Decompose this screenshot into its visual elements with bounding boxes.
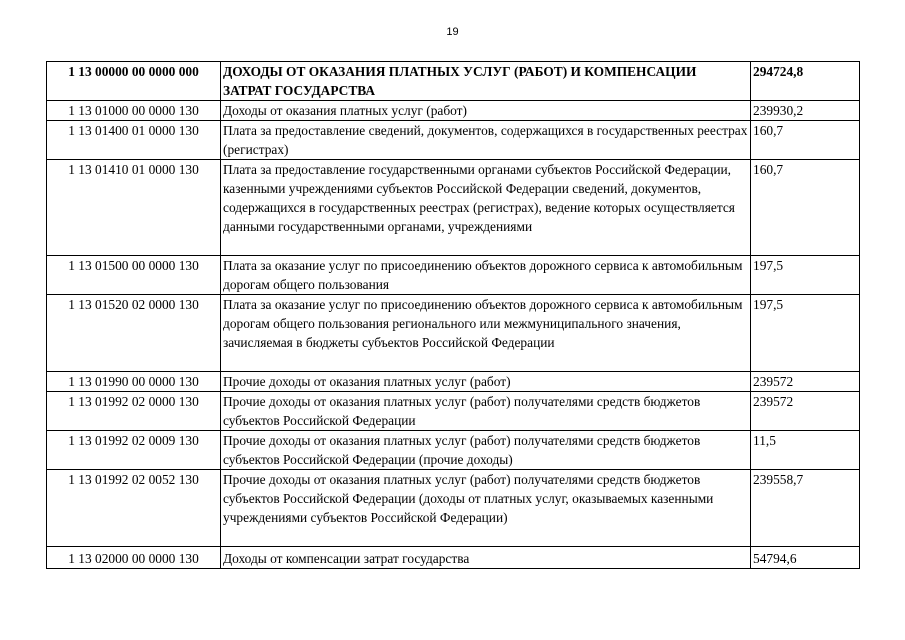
row-code: 1 13 00000 00 0000 000 bbox=[47, 62, 221, 101]
row-description: Плата за предоставление сведений, документов, содержащихся в государственных реестрах (регистрах) bbox=[221, 121, 751, 160]
row-code: 1 13 01400 01 0000 130 bbox=[47, 121, 221, 160]
table-row bbox=[47, 160, 860, 256]
row-code: 1 13 01992 02 0009 130 bbox=[47, 431, 221, 470]
row-code: 1 13 01992 02 0052 130 bbox=[47, 470, 221, 547]
row-description: Прочие доходы от оказания платных услуг (работ) получателями средств бюджетов субъектов Российской Федерации (доходы от платных услуг, оказываемых казенными учреждениями субъектов Российской Федерации) bbox=[221, 470, 751, 547]
row-amount: 239558,7 bbox=[751, 470, 860, 547]
row-code: 1 13 01500 00 0000 130 bbox=[47, 256, 221, 295]
row-amount: 239572 bbox=[751, 372, 860, 392]
page-number: 19 bbox=[446, 26, 459, 38]
row-description: Прочие доходы от оказания платных услуг (работ) bbox=[221, 372, 751, 392]
table-row bbox=[47, 256, 860, 295]
row-description: Доходы от компенсации затрат государства bbox=[221, 547, 751, 569]
table-row bbox=[47, 392, 860, 431]
row-code: 1 13 01520 02 0000 130 bbox=[47, 295, 221, 372]
table-row bbox=[47, 121, 860, 160]
row-amount: 239930,2 bbox=[751, 101, 860, 121]
row-description: ДОХОДЫ ОТ ОКАЗАНИЯ ПЛАТНЫХ УСЛУГ (РАБОТ) И КОМПЕНСАЦИИ ЗАТРАТ ГОСУДАРСТВА bbox=[221, 62, 751, 101]
table-row bbox=[47, 62, 860, 101]
table-row bbox=[47, 101, 860, 121]
row-code: 1 13 01992 02 0000 130 bbox=[47, 392, 221, 431]
row-amount: 54794,6 bbox=[751, 547, 860, 569]
row-description: Плата за оказание услуг по присоединению объектов дорожного сервиса к автомобильным дорогам общего пользования bbox=[221, 256, 751, 295]
row-code: 1 13 01000 00 0000 130 bbox=[47, 101, 221, 121]
row-description: Доходы от оказания платных услуг (работ) bbox=[221, 101, 751, 121]
row-amount: 160,7 bbox=[751, 160, 860, 256]
row-description: Прочие доходы от оказания платных услуг (работ) получателями средств бюджетов субъектов Российской Федерации bbox=[221, 392, 751, 431]
row-code: 1 13 01410 01 0000 130 bbox=[47, 160, 221, 256]
revenue-table bbox=[46, 61, 860, 569]
row-description: Плата за оказание услуг по присоединению объектов дорожного сервиса к автомобильным дорогам общего пользования регионального или межмуниципального значения, зачисляемая в бюджеты субъектов Российской Федерации bbox=[221, 295, 751, 372]
row-amount: 197,5 bbox=[751, 295, 860, 372]
table-row bbox=[47, 372, 860, 392]
row-amount: 11,5 bbox=[751, 431, 860, 470]
row-amount: 160,7 bbox=[751, 121, 860, 160]
row-description: Прочие доходы от оказания платных услуг (работ) получателями средств бюджетов субъектов Российской Федерации (прочие доходы) bbox=[221, 431, 751, 470]
table-row bbox=[47, 295, 860, 372]
row-amount: 294724,8 bbox=[751, 62, 860, 101]
row-amount: 239572 bbox=[751, 392, 860, 431]
row-code: 1 13 01990 00 0000 130 bbox=[47, 372, 221, 392]
row-description: Плата за предоставление государственными органами субъектов Российской Федерации, казенными учреждениями субъектов Российской Федерации сведений, документов, содержащихся в государственных реестрах (регистрах), ведение которых осуществляется данными государственными органами, учреждениями bbox=[221, 160, 751, 256]
table-row bbox=[47, 470, 860, 547]
table-row bbox=[47, 431, 860, 470]
table-row bbox=[47, 547, 860, 569]
row-code: 1 13 02000 00 0000 130 bbox=[47, 547, 221, 569]
row-amount: 197,5 bbox=[751, 256, 860, 295]
